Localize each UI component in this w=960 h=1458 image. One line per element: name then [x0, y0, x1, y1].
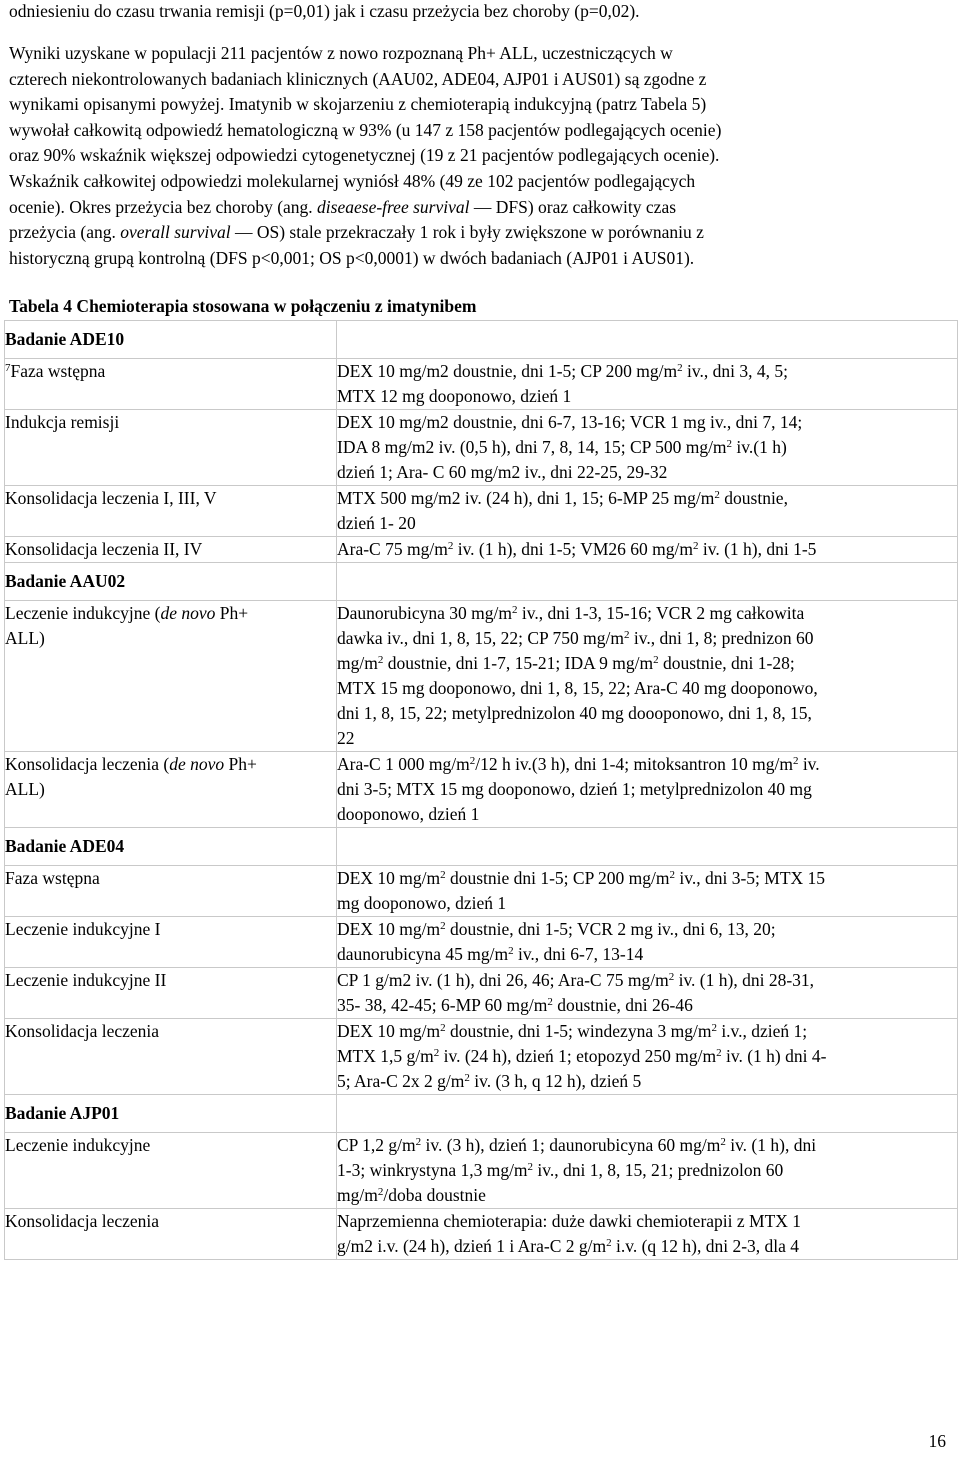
- regimen-row: [5, 537, 958, 563]
- regimen-cell: [337, 1133, 958, 1209]
- regimen-line: [337, 1158, 957, 1183]
- text-run: DFS) oraz całkowity czas: [491, 196, 677, 217]
- study-header-row: [5, 321, 958, 359]
- superscript: 2: [692, 540, 699, 552]
- text-run: DEX 10 mg/m: [337, 1021, 441, 1041]
- regimen-line: [337, 601, 957, 626]
- superscript: 2: [377, 1186, 384, 1198]
- text-run: iv. (1 h), dni 1-5; VM26 60 mg/m: [453, 539, 693, 559]
- regimen-line: [337, 1019, 957, 1044]
- text-run: Ph+: [215, 603, 249, 623]
- text-run: Konsolidacja leczenia: [5, 1021, 160, 1041]
- study-name: Badanie AJP01: [5, 1095, 337, 1133]
- italic-term: de novo: [160, 603, 216, 623]
- text-run: iv., dni 6-7, 13-14: [513, 944, 644, 964]
- superscript: 2: [716, 1047, 722, 1059]
- regimen-line: [337, 359, 957, 384]
- text-run: dooponowo, dzień 1: [337, 804, 480, 824]
- intro-line: [9, 0, 949, 25]
- empty-cell: [337, 1095, 958, 1133]
- phase-label-cell: [5, 1209, 337, 1260]
- superscript: 2: [547, 996, 553, 1008]
- text-run: iv.: [798, 754, 820, 774]
- text-run: iv., dni 1, 8, 15, 21; prednizolon 60: [533, 1160, 784, 1180]
- text-run: Konsolidacja leczenia: [5, 1211, 160, 1231]
- text-run: iv., dni 1-3, 15-16; VCR 2 mg całkowita: [517, 603, 805, 623]
- regimen-line: [337, 460, 957, 485]
- regimen-row: [5, 917, 958, 968]
- text-run: iv. (1 h), dni 1-5: [698, 539, 817, 559]
- superscript: 2: [511, 604, 518, 616]
- paragraph-line: czterech niekontrolowanych badaniach klinicznych (AAU02, ADE04, AJP01 i AUS01) są zgodne z: [9, 68, 707, 89]
- text-run: Konsolidacja leczenia (: [5, 754, 170, 774]
- phase-label: [5, 486, 336, 511]
- regimen-line: [337, 1133, 957, 1158]
- table-title: Tabela 4 Chemioterapia stosowana w połączeniu z imatynibem: [9, 296, 477, 316]
- regimen-row: [5, 601, 958, 752]
- text-run: DEX 10 mg/m: [337, 868, 441, 888]
- text-run: Faza wstępna: [10, 361, 106, 381]
- paragraph-line: [9, 220, 949, 246]
- superscript: 2: [606, 1237, 612, 1249]
- phase-label: [5, 1019, 336, 1044]
- study-name: Badanie ADE04: [5, 828, 337, 866]
- superscript: 2: [726, 438, 733, 450]
- superscript: 2: [440, 920, 446, 932]
- text-run: DEX 10 mg/m2 doustnie, dni 6-7, 13-16; VCR 1 mg iv., dni 7, 14;: [337, 412, 803, 432]
- regimen-row: [5, 410, 958, 486]
- regimen-cell: [337, 1019, 958, 1095]
- text-run: MTX 500 mg/m2 iv. (24 h), dni 1, 15; 6-MP 25 mg/m: [337, 488, 715, 508]
- regimen-line: [337, 1044, 957, 1069]
- text-run: Leczenie indukcyjne I: [5, 919, 161, 939]
- text-run: 5; Ara-C 2x 2 g/m: [337, 1071, 465, 1091]
- regimen-line: [337, 511, 957, 536]
- regimen-line: [337, 968, 957, 993]
- study-name: Badanie AAU02: [5, 563, 337, 601]
- superscript: 2: [792, 755, 799, 767]
- regimen-line: [337, 676, 957, 701]
- text-run: iv. (1 h), dni 28-31,: [674, 970, 815, 990]
- phase-label-cell: [5, 752, 337, 828]
- phase-label: [5, 917, 336, 942]
- superscript: 2: [668, 971, 675, 983]
- text-run: iv., dni 1, 8; prednizon 60: [629, 628, 814, 648]
- regimen-line: [337, 802, 957, 827]
- study-header-row: [5, 828, 958, 866]
- text-run: DEX 10 mg/m2 doustnie, dni 1-5; CP 200 mg/m: [337, 361, 678, 381]
- paragraph-line: Wyniki uzyskane w populacji 211 pacjentów z nowo rozpoznaną Ph+ ALL, uczestniczących w: [9, 43, 673, 63]
- text-run: CP 1 g/m2 iv. (1 h), dni 26, 46; Ara-C 75 mg/m: [337, 970, 669, 990]
- phase-label-cell: [5, 866, 337, 917]
- regimen-row: [5, 1209, 958, 1260]
- text-run: doustnie, dni 1-5; VCR 2 mg iv., dni 6, 13, 20;: [445, 919, 776, 939]
- text-run: Konsolidacja leczenia I, III, V: [5, 488, 217, 508]
- text-run: Naprzemienna chemioterapia: duże dawki chemioterapii z MTX 1: [337, 1211, 802, 1231]
- regimen-line: [337, 752, 957, 777]
- phase-label: [5, 1209, 336, 1234]
- regimen-line: [337, 942, 957, 967]
- superscript: 2: [469, 755, 476, 767]
- phase-label-cell: [5, 968, 337, 1019]
- regimen-row: [5, 486, 958, 537]
- regimen-line: [337, 866, 957, 891]
- text-run: /doba doustnie: [383, 1185, 486, 1205]
- superscript: 2: [711, 1022, 717, 1034]
- text-run: MTX 15 mg dooponowo, dni 1, 8, 15, 22; Ara-C 40 mg dooponowo,: [337, 678, 818, 698]
- paragraph-line: [9, 195, 949, 221]
- regimen-line: [337, 537, 957, 562]
- text-run: Leczenie indukcyjne: [5, 1135, 151, 1155]
- phase-label-cell: [5, 1019, 337, 1095]
- text-run: Ph+: [224, 754, 257, 774]
- empty-cell: [337, 828, 958, 866]
- text-run: 35- 38, 42-45; 6-MP 60 mg/m: [337, 995, 548, 1015]
- regimen-line: [337, 993, 957, 1018]
- regimen-row: [5, 1133, 958, 1209]
- regimen-cell: [337, 917, 958, 968]
- study-name: Badanie ADE10: [5, 321, 337, 359]
- text-run: MTX 1,5 g/m: [337, 1046, 434, 1066]
- text-run: g/m2 i.v. (24 h), dzień 1 i Ara-C 2 g/m: [337, 1236, 607, 1256]
- superscript: 2: [377, 654, 384, 666]
- text-run: Leczenie indukcyjne II: [5, 970, 167, 990]
- superscript: 2: [415, 1136, 422, 1148]
- regimen-row: [5, 1019, 958, 1095]
- text-run: iv., dni 3, 4, 5;: [682, 361, 788, 381]
- superscript: 2: [440, 869, 446, 881]
- italic-term: overall survival: [120, 222, 231, 243]
- text-run: 22: [337, 728, 355, 748]
- italic-term: diseaese-free survival: [317, 196, 470, 217]
- phase-label-cell: [5, 410, 337, 486]
- phase-label: [5, 968, 336, 993]
- text-run: iv.(1 h): [732, 437, 787, 457]
- empty-cell: [337, 321, 958, 359]
- superscript: 2: [464, 1072, 470, 1084]
- phase-label-cell: [5, 917, 337, 968]
- text-run: 1-3; winkrystyna 1,3 mg/m: [337, 1160, 528, 1180]
- paragraph-line: wywołał całkowitą odpowiedź hematologiczną w 93% (u 147 z 158 pacjentów podlegających ocenie): [9, 119, 722, 140]
- text-run: iv. (24 h), dzień 1; etopozyd 250 mg/m: [439, 1046, 717, 1066]
- paragraph-line: wynikami opisanymi powyżej. Imatynib w skojarzeniu z chemioterapią indukcyjną (patrz Tabela 5): [9, 94, 707, 115]
- phase-label: [5, 752, 336, 777]
- superscript: 2: [714, 489, 720, 501]
- regimen-line: [337, 384, 957, 409]
- text-run: CP 1,2 g/m: [337, 1135, 416, 1155]
- paragraph-line: Wskaźnik całkowitej odpowiedzi molekularnej wyniósł 48% (49 ze 102 pacjentów podlegających: [9, 170, 696, 191]
- phase-label: [5, 410, 336, 435]
- phase-label-cell: [5, 359, 337, 410]
- regimen-cell: [337, 601, 958, 752]
- text-run: ocenie). Okres przeżycia bez choroby (ang.: [9, 196, 318, 217]
- text-run: dzień 1- 20: [337, 513, 416, 533]
- text-run: iv. (3 h, q 12 h), dzień 5: [469, 1071, 642, 1091]
- text-run: iv. (3 h), dzień 1; daunorubicyna 60 mg/m: [421, 1135, 721, 1155]
- regimen-line: [337, 1209, 957, 1234]
- text-run: dni 3-5; MTX 15 mg dooponowo, dzień 1; metylprednizolon 40 mg: [337, 779, 812, 799]
- text-run: przeżycia (ang.: [9, 222, 121, 243]
- phase-label-cell: [5, 1133, 337, 1209]
- phase-label-cell: [5, 486, 337, 537]
- text-run: iv., dni 3-5; MTX 15: [675, 868, 826, 888]
- text-run: doustnie, dni 1-7, 15-21; IDA 9 mg/m: [383, 653, 654, 673]
- regimen-line: [337, 777, 957, 802]
- superscript: 2: [653, 654, 659, 666]
- text-run: Faza wstępna: [5, 868, 100, 888]
- regimen-line: [337, 435, 957, 460]
- superscript: 2: [720, 1136, 726, 1148]
- footnote-marker: 7: [5, 362, 11, 374]
- regimen-row: [5, 968, 958, 1019]
- text-run: doustnie, dni 1-28;: [658, 653, 795, 673]
- intro-text: odniesieniu do czasu trwania remisji (p=0,01) jak i czasu przeżycia bez choroby (p=0,02).: [9, 1, 640, 21]
- text-run: doustnie,: [719, 488, 788, 508]
- text-run: i.v., dzień 1;: [716, 1021, 808, 1041]
- dash: —: [234, 222, 253, 243]
- regimen-line: [337, 410, 957, 435]
- dash: —: [473, 196, 492, 217]
- phase-label: [5, 1133, 336, 1158]
- phase-label: [5, 866, 336, 891]
- regimen-cell: [337, 968, 958, 1019]
- italic-term: de novo: [169, 754, 225, 774]
- superscript: 2: [677, 362, 683, 374]
- text-run: iv. (1 h) dni 4-: [721, 1046, 827, 1066]
- empty-cell: [337, 563, 958, 601]
- chemotherapy-table: [4, 320, 958, 1260]
- regimen-line: [337, 1183, 957, 1208]
- text-run: i.v. (q 12 h), dni 2-3, dla 4: [611, 1236, 800, 1256]
- text-run: Daunorubicyna 30 mg/m: [337, 603, 512, 623]
- phase-label: [5, 537, 336, 562]
- text-run: doustnie dni 1-5; CP 200 mg/m: [445, 868, 670, 888]
- superscript: 2: [508, 945, 514, 957]
- text-run: mg dooponowo, dzień 1: [337, 893, 507, 913]
- regimen-row: [5, 359, 958, 410]
- regimen-cell: [337, 866, 958, 917]
- paragraph-line: oraz 90% wskaźnik większej odpowiedzi cytogenetycznej (19 z 21 pacjentów podlegających ocenie).: [9, 145, 720, 166]
- phase-label: ALL): [5, 779, 45, 799]
- phase-label: ALL): [5, 628, 45, 648]
- results-paragraph: [9, 41, 949, 271]
- text-run: Ara-C 75 mg/m: [337, 539, 448, 559]
- regimen-row: [5, 752, 958, 828]
- regimen-line: [337, 701, 957, 726]
- regimen-cell: [337, 359, 958, 410]
- regimen-line: [337, 1234, 957, 1259]
- regimen-cell: [337, 486, 958, 537]
- text-run: mg/m: [337, 653, 378, 673]
- text-run: mg/m: [337, 1185, 378, 1205]
- regimen-cell: [337, 410, 958, 486]
- text-run: iv. (1 h), dni: [725, 1135, 817, 1155]
- superscript: 2: [527, 1161, 534, 1173]
- superscript: 2: [669, 869, 676, 881]
- phase-label-cell: [5, 537, 337, 563]
- regimen-line: [337, 891, 957, 916]
- phase-label: [5, 359, 336, 384]
- phase-label: [5, 601, 336, 626]
- paragraph-line: historyczną grupą kontrolną (DFS p<0,001; OS p<0,0001) w dwóch badaniach (AJP01 i AUS01).: [9, 247, 695, 268]
- text-run: dni 1, 8, 15, 22; metylprednizolon 40 mg doooponowo, dni 1, 8, 15,: [337, 703, 812, 723]
- text-run: Indukcja remisji: [5, 412, 120, 432]
- study-header-row: [5, 1095, 958, 1133]
- text-run: /12 h iv.(3 h), dni 1-4; mitoksantron 10 mg/m: [475, 754, 793, 774]
- superscript: 2: [623, 629, 630, 641]
- text-run: IDA 8 mg/m2 iv. (0,5 h), dni 7, 8, 14, 15; CP 500 mg/m: [337, 437, 727, 457]
- text-run: MTX 12 mg dooponowo, dzień 1: [337, 386, 572, 406]
- regimen-cell: [337, 1209, 958, 1260]
- regimen-cell: [337, 537, 958, 563]
- regimen-line: [337, 626, 957, 651]
- phase-label-cell: [5, 601, 337, 752]
- text-run: DEX 10 mg/m: [337, 919, 441, 939]
- superscript: 2: [447, 540, 454, 552]
- regimen-line: [337, 486, 957, 511]
- page-number: 16: [928, 1431, 946, 1451]
- text-run: doustnie, dni 26-46: [552, 995, 693, 1015]
- text-run: Konsolidacja leczenia II, IV: [5, 539, 203, 559]
- regimen-line: [337, 1069, 957, 1094]
- text-run: Leczenie indukcyjne (: [5, 603, 161, 623]
- regimen-line: [337, 651, 957, 676]
- regimen-line: [337, 917, 957, 942]
- text-run: daunorubicyna 45 mg/m: [337, 944, 509, 964]
- regimen-cell: [337, 752, 958, 828]
- text-run: doustnie, dni 1-5; windezyna 3 mg/m: [445, 1021, 712, 1041]
- text-run: Ara-C 1 000 mg/m: [337, 754, 470, 774]
- regimen-line: [337, 726, 957, 751]
- text-run: dzień 1; Ara- C 60 mg/m2 iv., dni 22-25, 29-32: [337, 462, 668, 482]
- superscript: 2: [433, 1047, 440, 1059]
- superscript: 2: [440, 1022, 446, 1034]
- text-run: dawka iv., dni 1, 8, 15, 22; CP 750 mg/m: [337, 628, 624, 648]
- regimen-row: [5, 866, 958, 917]
- study-header-row: [5, 563, 958, 601]
- text-run: OS) stale przekraczały 1 rok i były zwiększone w porównaniu z: [252, 222, 704, 243]
